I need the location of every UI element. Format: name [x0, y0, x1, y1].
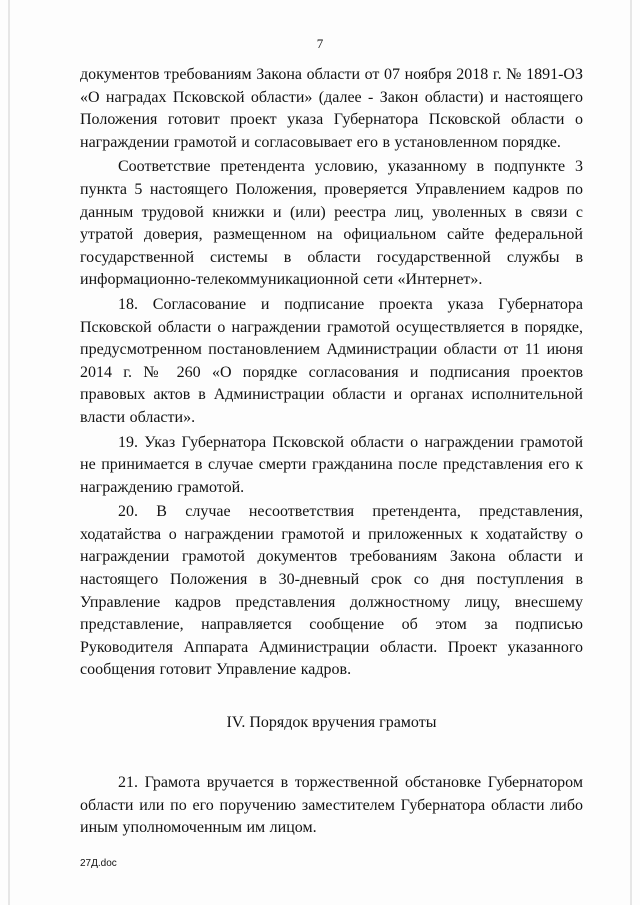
page-number: 7 — [316, 36, 324, 51]
footer-filename: 27Д.doc — [80, 858, 117, 869]
paragraph-18: 18. Согласование и подписание проекта указа Губернатора Псковской области о награждении грамотой осуществляется в порядке, предусмотренном постановлением Администрации области от 11 июня 2014 г. № 260 «О порядке согласования и подписания проектов правовых актов в Администрации области и органах исполнительной власти области». — [80, 295, 583, 426]
paragraph-eligibility-check: Соответствие претендента условию, указанному в подпункте 3 пункта 5 настоящего Положения, проверяется Управлением кадров по данным трудовой книжки и (или) реестра лиц, уволенных в связи с утратой доверия, размещенном на официальном сайте федеральной государственной системы в области государственной службы в информационно-телекоммуникационной сети «Интернет». — [80, 158, 583, 289]
document-body — [80, 64, 583, 840]
paragraph-continuation: документов требованиям Закона области от 07 ноября 2018 г. № 1891-ОЗ «О наградах Псковской области» (далее - Закон области) и настоящего Положения готовит проект указа Губернатора Псковской области о награждении грамотой и согласовывает его в установленном порядке. — [80, 66, 583, 151]
paragraph-20: 20. В случае несоответствия претендента, представления, ходатайства о награждении грамотой и приложенных к ходатайству о награждении грамотой документов требованиям Закона области и настоящего Положения в 30-дневный срок со дня поступления в Управление кадров представления должностному лицу, внесшему представление, направляется сообщение об этом за подписью Руководителя Аппарата Администрации области. Проект указанного сообщения готовит Управление кадров. — [80, 503, 583, 679]
section-heading: IV. Порядок вручения грамоты — [226, 714, 437, 732]
paragraph-21: 21. Грамота вручается в торжественной обстановке Губернатором области или по его поручению заместителем Губернатора области либо иным уполномоченным им лицом. — [80, 774, 583, 837]
paragraph-19: 19. Указ Губернатора Псковской области о награждении грамотой не принимается в случае смерти гражданина после представления его к награждению грамотой. — [80, 433, 583, 496]
scan-edge-right — [630, 0, 632, 905]
scan-edge-left — [8, 0, 10, 905]
